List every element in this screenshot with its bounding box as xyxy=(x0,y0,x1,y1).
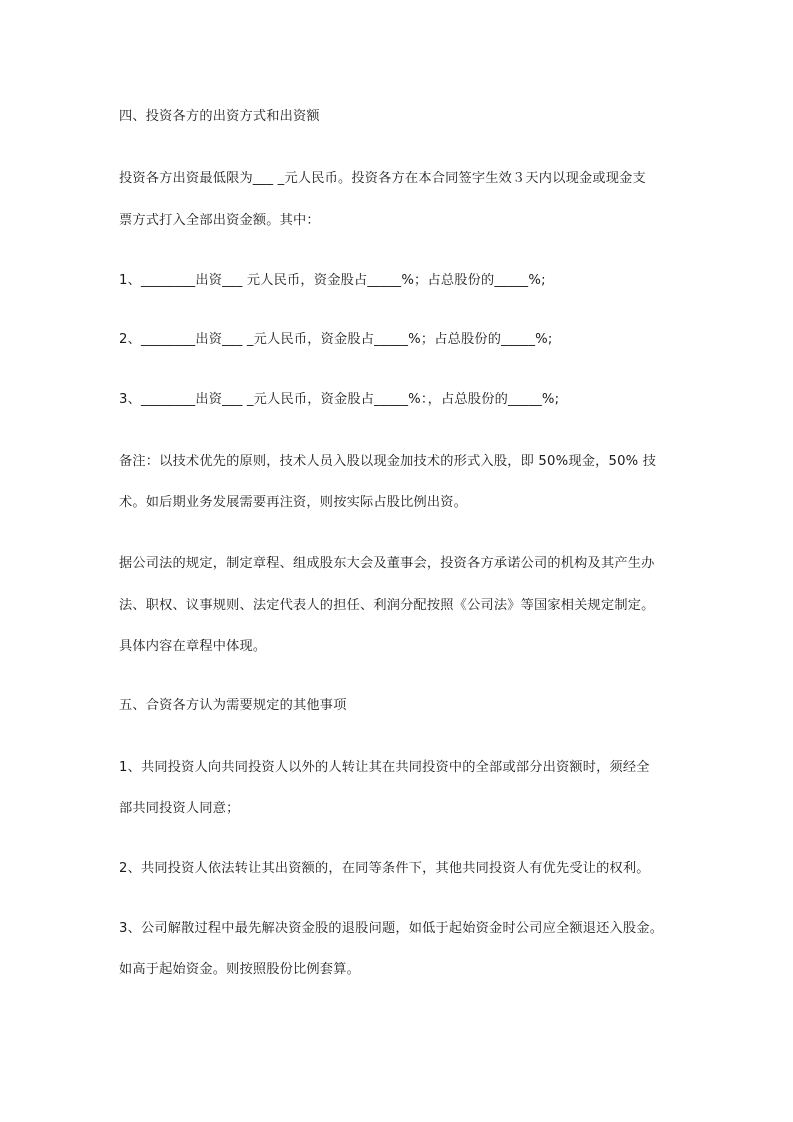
paragraph-line: 法、职权、议事规则、法定代表人的担任、利润分配按照《公司法》等国家相关规定制定。 xyxy=(119,598,655,613)
section-heading-4: 四、投资各方的出资方式和出资额 xyxy=(119,109,320,124)
paragraph-line: 据公司法的规定，制定章程、组成股东大会及董事会，投资各方承诺公司的机构及其产生办 xyxy=(119,556,655,571)
list-item: 1、共同投资人向共同投资人以外的人转让其在共同投资中的全部或部分出资额时，须经全 xyxy=(119,760,650,775)
paragraph-line: 备注：以技术优先的原则，技术人员入股以现金加技术的形式入股，即 50%现金，50% 技 xyxy=(119,454,657,469)
list-item: 3、________出资___ _元人民币，资金股占_____%：，占总股份的_____%; xyxy=(119,392,560,407)
list-item: 2、共同投资人依法转让其出资额的，在同等条件下，其他共同投资人有优先受让的权利。 xyxy=(119,861,650,876)
list-item: 3、公司解散过程中最先解决资金股的退股问题，如低于起始资金时公司应全额退还入股金。 xyxy=(119,921,664,936)
list-item: 2、________出资___ _元人民币，资金股占_____%；占总股份的_____%; xyxy=(119,332,553,347)
list-item-continuation: 如高于起始资金。则按照股份比例套算。 xyxy=(119,962,360,977)
paragraph-line: 具体内容在章程中体现。 xyxy=(119,639,267,654)
list-item-continuation: 部共同投资人同意； xyxy=(119,801,240,816)
section-heading-5: 五、合资各方认为需要规定的其他事项 xyxy=(119,698,347,713)
paragraph-line: 票方式打入全部出资金额。其中： xyxy=(119,213,320,228)
list-item: 1、________出资___ 元人民币，资金股占_____%；占总股份的_____%; xyxy=(119,273,546,288)
paragraph-line: 术。如后期业务发展需要再注资，则按实际占股比例出资。 xyxy=(119,495,468,510)
paragraph-line: 投资各方出资最低限为___ _元人民币。投资各方在本合同签字生效３天内以现金或现金支 xyxy=(119,171,646,186)
